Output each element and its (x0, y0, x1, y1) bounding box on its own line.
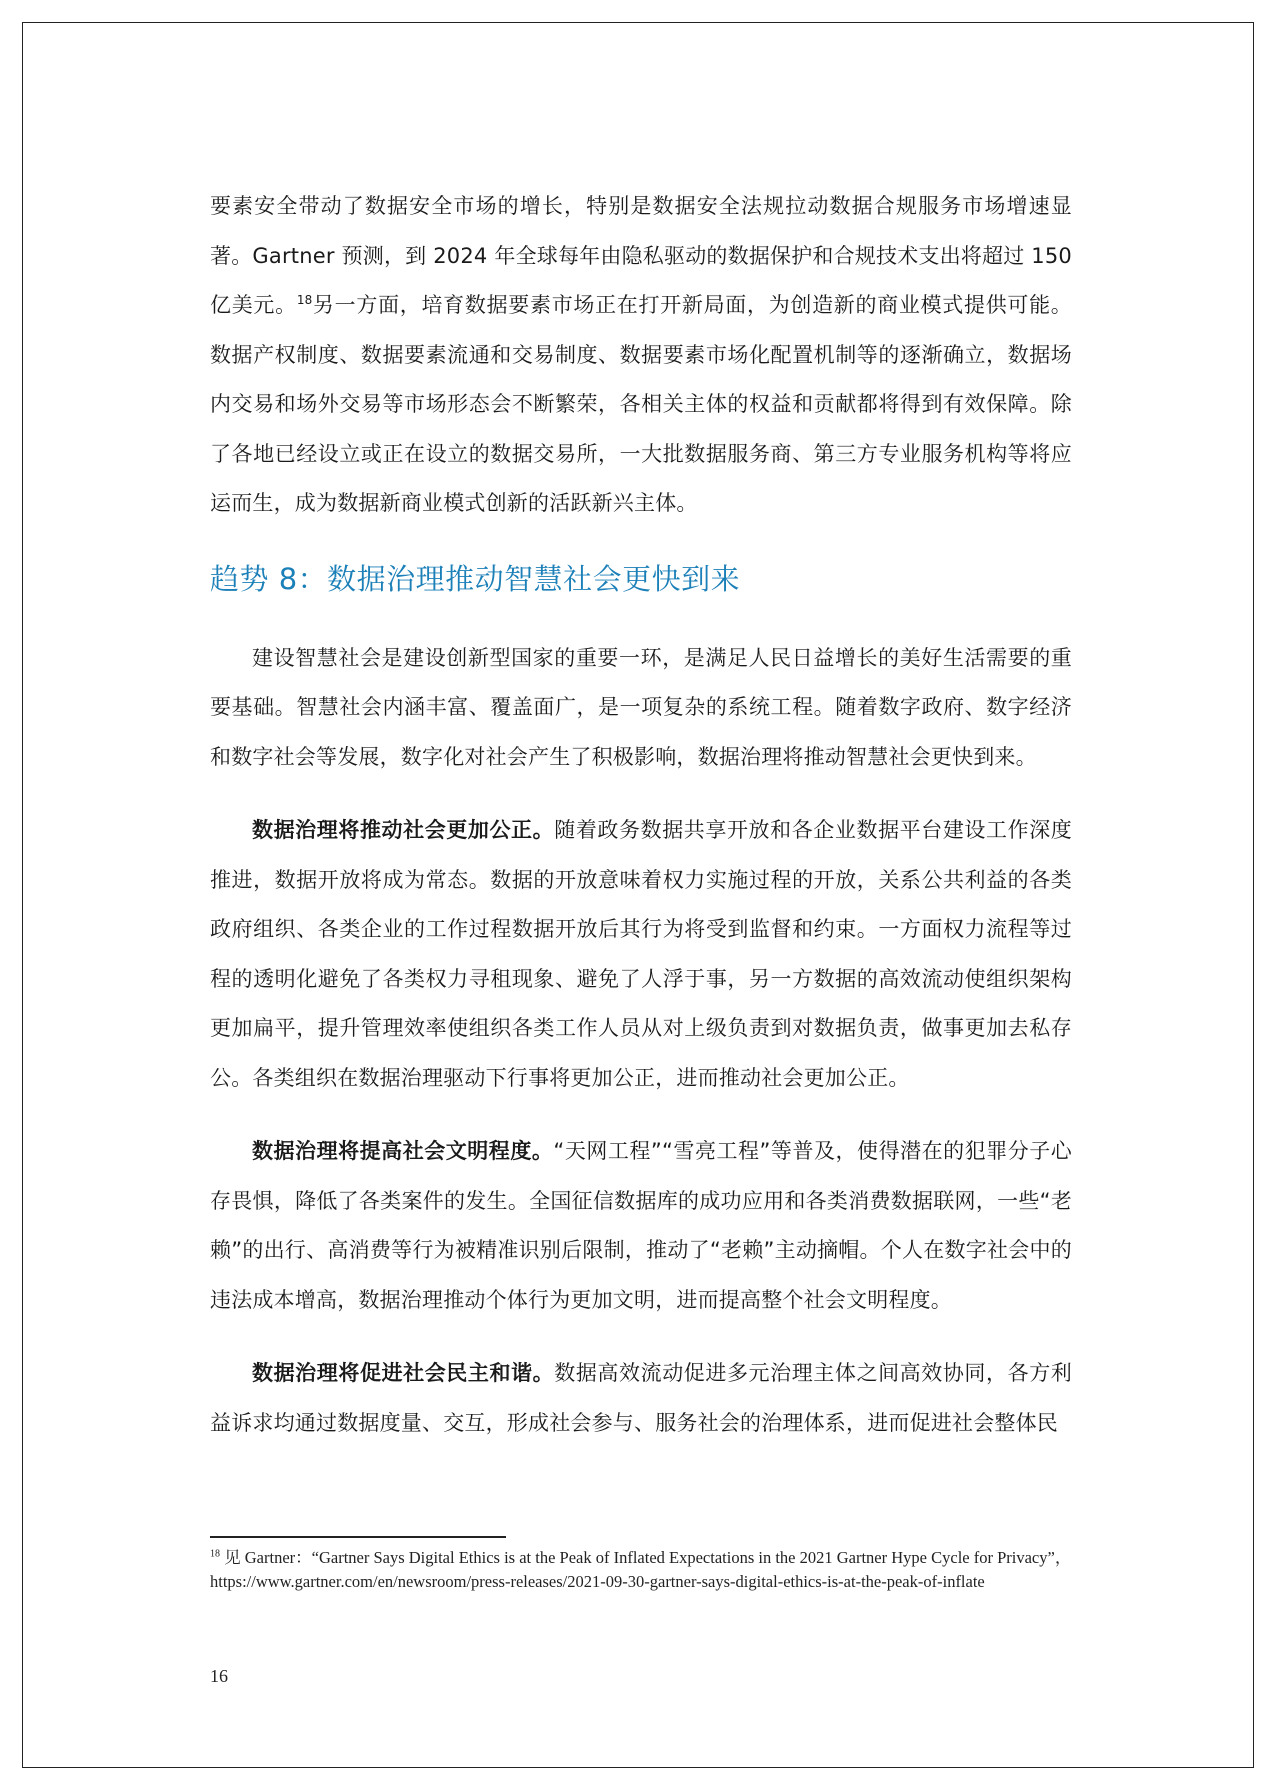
point-lead: 数据治理将推动社会更加公正。 (252, 818, 555, 842)
footnote-number: 18 (210, 1548, 220, 1560)
point-body: 随着政务数据共享开放和各企业数据平台建设工作深度推进，数据开放将成为常态。数据的开放意味着权力实施过程的开放，关系公共利益的各类政府组织、各类企业的工作过程数据开放后其行为将受到监督和约束。一方面权力流程等过程的透明化避免了各类权力寻租现象、避免了人浮于事，另一方数据的高效流动使组织架构更加扁平，提升管理效率使组织各类工作人员从对上级负责到对数据负责，做事更加去私存公。各类组织在数据治理驱动下行事将更加公正，进而推动社会更加公正。 (210, 818, 1072, 1090)
point-lead: 数据治理将促进社会民主和谐。 (252, 1361, 555, 1385)
page-body (210, 182, 1072, 1448)
section-heading: 趋势 8：数据治理推动智慧社会更快到来 (210, 561, 741, 596)
intro-paragraph-part1: 要素安全带动了数据安全市场的增长，特别是数据安全法规拉动数据合规服务市场增速显著。Gartner 预测，到 2024 年全球每年由隐私驱动的数据保护和合规技术支出将超过 150 亿美元。 (210, 194, 1072, 317)
footnote-divider (210, 1536, 506, 1538)
point-paragraph-civility (210, 1127, 1072, 1325)
footnote-text: 见 Gartner：“Gartner Says Digital Ethics is at the Peak of Inflated Expectations in the 2021 Gartner Hype Cycle for Privacy”，https://www.gartner.com/en/newsroom/press-releases/2021-09-30-gartner-says-digital-ethics-is-at-the-peak-of-inflate (210, 1548, 1072, 1591)
page-number: 16 (210, 1666, 228, 1686)
intro-paragraph (210, 182, 1072, 529)
intro-paragraph-part2: 另一方面，培育数据要素市场正在打开新局面，为创造新的商业模式提供可能。数据产权制度、数据要素流通和交易制度、数据要素市场化配置机制等的逐渐确立，数据场内交易和场外交易等市场形态会不断繁荣，各相关主体的权益和贡献都将得到有效保障。除了各地已经设立或正在设立的数据交易所，一大批数据服务商、第三方专业服务机构等将应运而生，成为数据新商业模式创新的活跃新兴主体。 (210, 293, 1072, 515)
point-lead: 数据治理将提高社会文明程度。 (252, 1139, 554, 1163)
point-body: “天网工程”“雪亮工程”等普及，使得潜在的犯罪分子心存畏惧，降低了各类案件的发生。全国征信数据库的成功应用和各类消费数据联网，一些“老赖”的出行、高消费等行为被精准识别后限制，推动了“老赖”主动摘帽。个人在数字社会中的违法成本增高，数据治理推动个体行为更加文明，进而提高整个社会文明程度。 (210, 1139, 1072, 1312)
point-paragraph-democracy (210, 1349, 1072, 1448)
footnote (210, 1546, 1072, 1593)
point-paragraph-justice (210, 806, 1072, 1103)
section-intro-paragraph: 建设智慧社会是建设创新型国家的重要一环，是满足人民日益增长的美好生活需要的重要基础。智慧社会内涵丰富、覆盖面广，是一项复杂的系统工程。随着数字政府、数字经济和数字社会等发展，数字化对社会产生了积极影响，数据治理将推动智慧社会更快到来。 (210, 645, 1072, 769)
footnote-reference[interactable]: 18 (296, 293, 313, 307)
point-body: 数据高效流动促进多元治理主体之间高效协同，各方利益诉求均通过数据度量、交互，形成社会参与、服务社会的治理体系，进而促进社会整体民 (210, 1361, 1072, 1435)
